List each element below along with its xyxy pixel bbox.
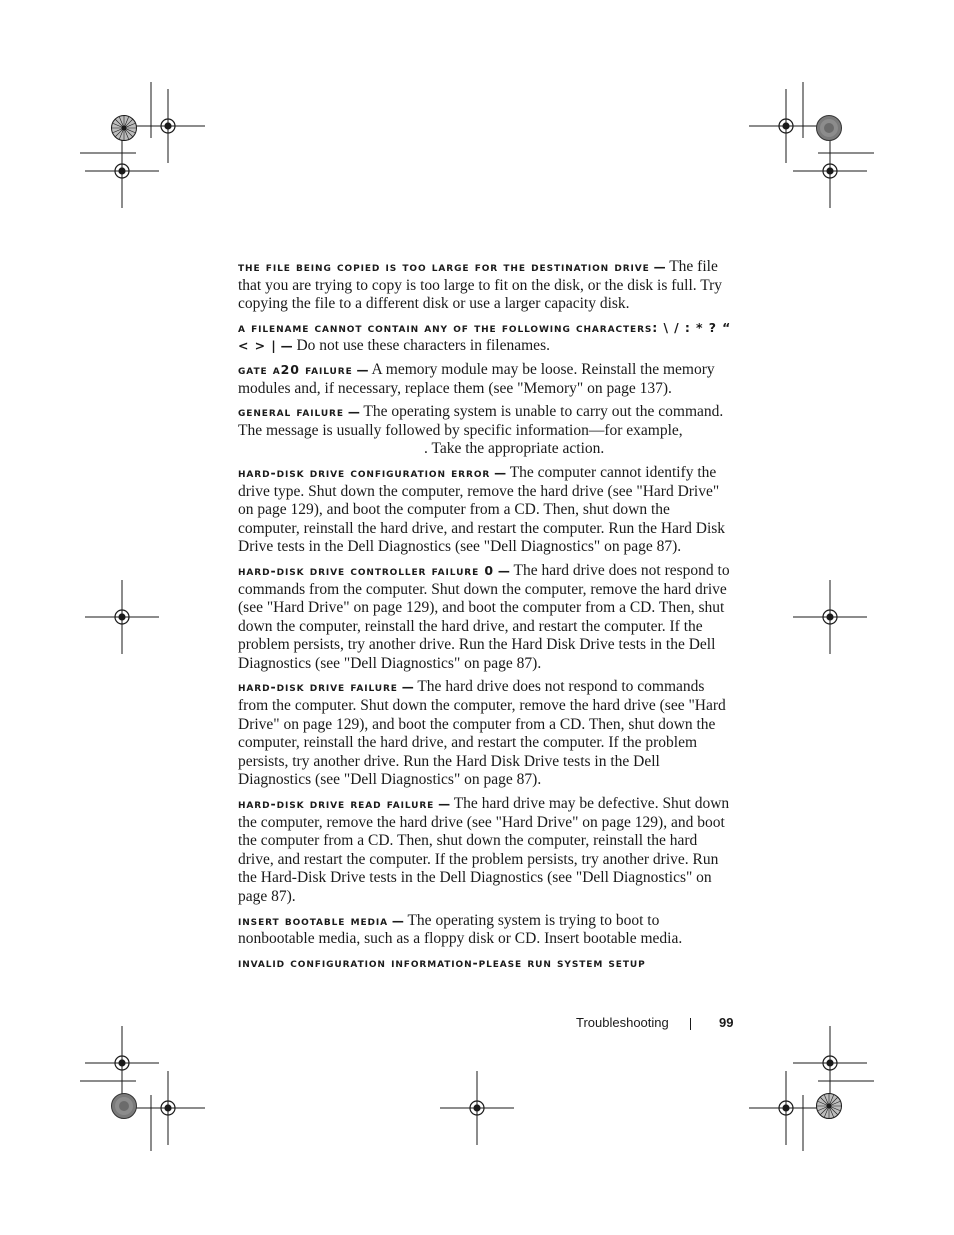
error-entry — [238, 258, 735, 314]
error-heading: gate a20 failure — [238, 361, 353, 377]
error-heading: insert bootable media — [238, 912, 388, 928]
registration-mark-top-right — [749, 82, 874, 208]
error-entry — [238, 954, 735, 973]
registration-mark-bottom-right — [749, 1026, 874, 1151]
em-dash: — — [494, 465, 507, 480]
error-heading: hard-disk drive failure — [238, 679, 398, 695]
error-description: The hard drive does not respond to commands from the computer. Shut down the computer, remove the hard drive (see "Hard Drive" on page 129), and boot the computer from a CD. Then, shut down the computer, reinstall the hard drive, and restart the computer. If the problem persists, try another drive. Run the Hard Disk Drive tests in the Dell Diagnostics (see "Dell Diagnostics" on page 87). — [238, 678, 726, 789]
em-dash: — — [347, 405, 360, 420]
error-description: The hard drive may be defective. Shut down the computer, remove the hard drive (see "Hard Drive" on page 129), and boot the computer from a CD. Then, shut down the computer, reinstall the hard drive, and restart the computer. If the problem persists, try another drive. Run the Hard-Disk Drive tests in the Dell Diagnostics (see "Dell Diagnostics" on page 87). — [238, 795, 730, 905]
registration-mark-bottom-left — [80, 1026, 205, 1151]
error-entry — [238, 403, 735, 459]
error-entry — [238, 361, 735, 398]
error-heading: hard-disk drive configuration error — [238, 464, 491, 480]
footer-divider — [690, 1018, 691, 1030]
em-dash: — — [356, 362, 369, 377]
error-description: The file that you are trying to copy is too large to fit on the disk, or the disk is full. Try copying the file to a different disk or use a larger capacity disk. — [238, 258, 723, 313]
error-description: The operating system is trying to boot to nonbootable media, such as a floppy disk or CD. Insert bootable media. — [238, 911, 683, 948]
em-dash: — — [280, 339, 293, 354]
error-heading: the file being copied is too large for the destination drive — [238, 259, 650, 274]
error-entry — [238, 562, 735, 674]
error-description: The hard drive does not respond to commands from the computer. Shut down the computer, remove the hard drive (see "Hard Drive" on page 129), and boot the computer from a CD. Then, shut down the computer, reinstall the hard drive, and restart the computer. If the problem persists, try another drive. Run the Hard Disk Drive tests in the Dell Diagnostics (see "Dell Diagnostics" on page 87). — [238, 561, 730, 672]
error-description: The operating system is unable to carry out the command. The message is usually followed by specific information—for example, — [238, 403, 724, 439]
error-message-list — [238, 258, 735, 977]
error-entry — [238, 795, 735, 907]
error-heading: general failure — [238, 404, 344, 420]
em-dash: — — [438, 797, 451, 812]
registration-mark-middle-right — [793, 580, 867, 654]
footer-section-title: Troubleshooting — [576, 1015, 669, 1030]
page-number: 99 — [719, 1015, 734, 1030]
error-entry — [238, 678, 735, 790]
error-description: Do not use these characters in filenames. — [296, 337, 550, 355]
registration-mark-middle-left — [85, 580, 159, 654]
error-heading: hard-disk drive controller failure 0 — [238, 562, 495, 578]
error-description-tail: . Take the appropriate action. — [424, 440, 605, 458]
em-dash: — — [391, 913, 404, 928]
error-entry — [238, 464, 735, 557]
registration-mark-top-left — [80, 82, 205, 208]
error-heading: hard-disk drive read failure — [238, 796, 435, 812]
error-description: A memory module may be loose. Reinstall the memory modules and, if necessary, replace them (see "Memory" on page 137). — [238, 360, 715, 397]
error-entry — [238, 319, 735, 356]
error-description: The computer cannot identify the drive type. Shut down the computer, remove the hard drive (see "Hard Drive" on page 129), and boot the computer from a CD. Then, shut down the computer, reinstall the hard drive, and restart the computer. Run the Hard Disk Drive tests in the Dell Diagnostics (see "Dell Diagnostics" on page 87). — [238, 463, 726, 556]
em-dash: — — [653, 260, 666, 274]
registration-mark-bottom-center — [440, 1071, 514, 1145]
em-dash: — — [497, 563, 510, 578]
em-dash: — — [401, 680, 414, 695]
error-heading: a filename cannot contain any of the following characters: \ / : * ? “ < > | — [238, 319, 732, 354]
error-heading: invalid configuration information-please run system setup — [238, 954, 646, 970]
error-entry — [238, 912, 735, 949]
